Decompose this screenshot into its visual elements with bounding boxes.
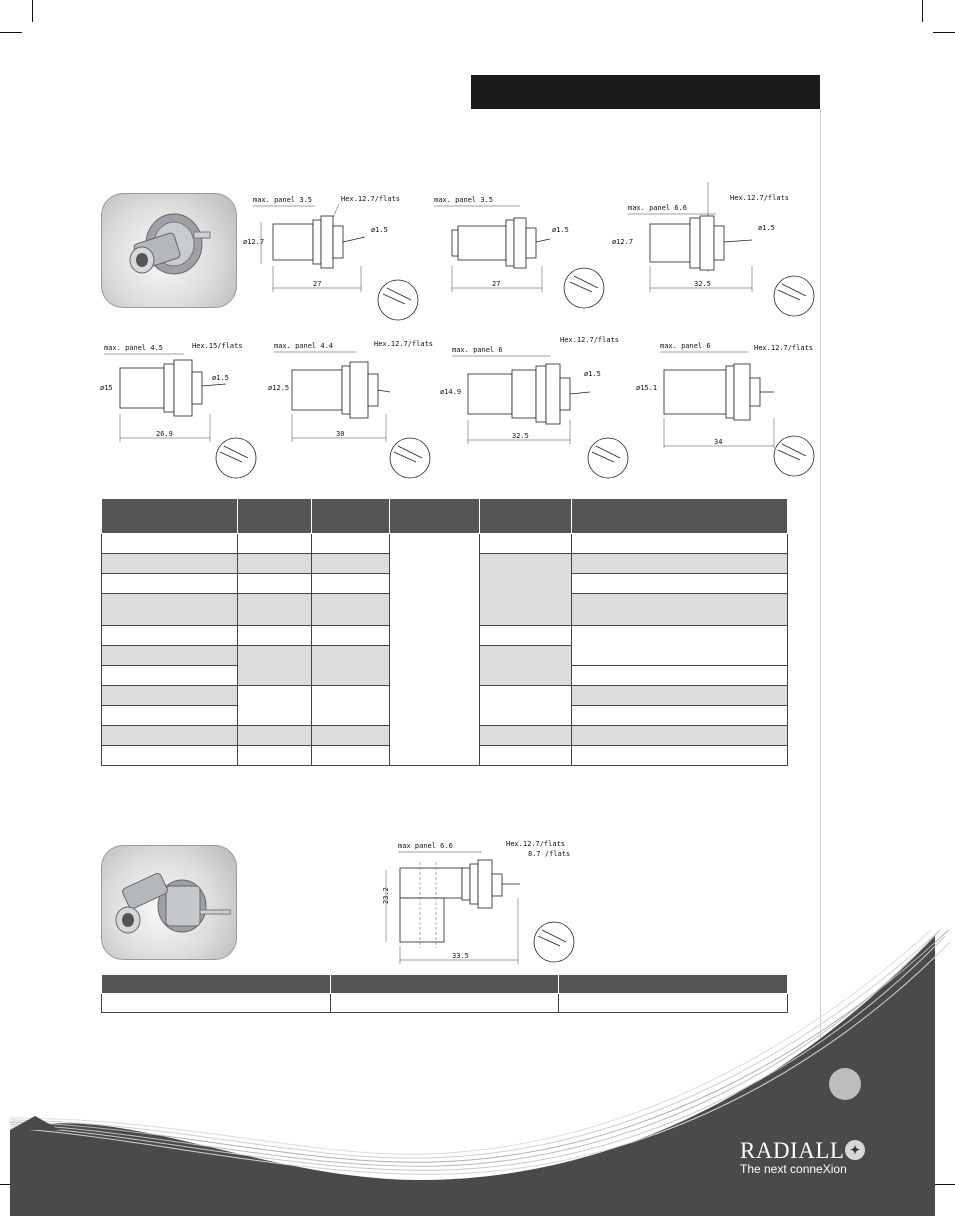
svg-text:ø12.5: ø12.5 bbox=[268, 384, 290, 392]
table-cell bbox=[102, 746, 238, 766]
svg-text:ø15.1: ø15.1 bbox=[636, 384, 658, 392]
dimension-drawing-6 bbox=[440, 334, 640, 480]
table-cell bbox=[572, 626, 788, 666]
table-cell bbox=[572, 746, 788, 766]
table-header-cell bbox=[102, 499, 238, 534]
svg-text:32.5: 32.5 bbox=[512, 432, 529, 440]
crop-mark bbox=[922, 0, 923, 22]
table-cell bbox=[572, 574, 788, 594]
svg-text:ø1.5: ø1.5 bbox=[552, 226, 569, 234]
table-cell bbox=[238, 594, 312, 626]
table-cell bbox=[480, 534, 572, 554]
table-cell bbox=[102, 706, 238, 726]
svg-text:26.9: 26.9 bbox=[156, 430, 173, 438]
table-cell bbox=[102, 594, 238, 626]
spec-table bbox=[101, 498, 788, 766]
svg-text:max. panel 3.5: max. panel 3.5 bbox=[434, 196, 494, 204]
crop-mark bbox=[933, 32, 955, 33]
table-header-cell bbox=[480, 499, 572, 534]
dimension-drawing-3 bbox=[612, 182, 817, 322]
table-cell bbox=[312, 686, 390, 726]
table-cell bbox=[238, 626, 312, 646]
table-cell bbox=[480, 626, 572, 646]
table-cell bbox=[480, 746, 572, 766]
product-photo-straight bbox=[101, 193, 237, 308]
table-cell bbox=[312, 746, 390, 766]
table-cell bbox=[312, 574, 390, 594]
svg-text:max. panel 3.5: max. panel 3.5 bbox=[253, 196, 313, 204]
svg-text:23.2: 23.2 bbox=[382, 887, 390, 904]
crop-mark bbox=[32, 0, 33, 22]
table-cell bbox=[102, 574, 238, 594]
table-cell bbox=[480, 554, 572, 626]
table-header-cell bbox=[390, 499, 480, 534]
svg-text:ø1.5: ø1.5 bbox=[584, 370, 601, 378]
table-cell bbox=[480, 686, 572, 726]
table-cell bbox=[480, 726, 572, 746]
table-header-cell bbox=[312, 499, 390, 534]
svg-text:Hex.12.7/flats: Hex.12.7/flats bbox=[730, 194, 790, 202]
svg-text:ø12.7: ø12.7 bbox=[612, 238, 634, 246]
svg-text:Hex.12.7/flats: Hex.12.7/flats bbox=[506, 840, 566, 848]
table-cell bbox=[480, 646, 572, 686]
page-number-badge bbox=[829, 1068, 861, 1100]
table-cell bbox=[572, 554, 788, 574]
table-cell bbox=[238, 534, 312, 554]
table-row bbox=[102, 534, 788, 554]
svg-text:ø1.5: ø1.5 bbox=[758, 224, 775, 232]
svg-text:max. panel 4.4: max. panel 4.4 bbox=[274, 342, 334, 350]
table-cell bbox=[312, 554, 390, 574]
table-cell bbox=[238, 746, 312, 766]
table-cell bbox=[238, 574, 312, 594]
table-header-row bbox=[102, 499, 788, 534]
radiall-emblem-icon: ✦ bbox=[845, 1140, 865, 1160]
table-cell bbox=[572, 686, 788, 706]
svg-text:max. panel 4.5: max. panel 4.5 bbox=[104, 344, 164, 352]
svg-text:8.7 /flats: 8.7 /flats bbox=[528, 850, 571, 858]
svg-text:max. panel 6: max. panel 6 bbox=[452, 346, 503, 354]
svg-text:ø12.7: ø12.7 bbox=[243, 238, 265, 246]
table-cell bbox=[102, 554, 238, 574]
dimension-drawing-1 bbox=[243, 192, 423, 322]
table-cell bbox=[102, 626, 238, 646]
svg-text:Hex.15/flats: Hex.15/flats bbox=[192, 342, 243, 350]
svg-text:Hex.12.7/flats: Hex.12.7/flats bbox=[341, 195, 401, 203]
table-cell bbox=[102, 646, 238, 666]
table-cell bbox=[312, 726, 390, 746]
crop-mark bbox=[0, 32, 22, 33]
table-cell bbox=[238, 554, 312, 574]
dimension-drawing-7 bbox=[636, 338, 818, 480]
brand-tagline: The next conneXion bbox=[740, 1162, 847, 1176]
table-cell bbox=[102, 666, 238, 686]
table-cell bbox=[102, 726, 238, 746]
svg-text:ø14.9: ø14.9 bbox=[440, 388, 462, 396]
svg-text:ø1.5: ø1.5 bbox=[212, 374, 229, 382]
svg-text:Hex.12.7/flats: Hex.12.7/flats bbox=[754, 344, 814, 352]
table-header-cell bbox=[572, 499, 788, 534]
svg-text:30: 30 bbox=[336, 430, 345, 438]
svg-text:32.5: 32.5 bbox=[694, 280, 711, 288]
table-cell bbox=[312, 534, 390, 554]
header-bar bbox=[471, 75, 820, 109]
table-cell bbox=[312, 594, 390, 626]
table-cell bbox=[238, 646, 312, 686]
table-cell bbox=[572, 666, 788, 686]
svg-text:Hex.12.7/flats: Hex.12.7/flats bbox=[560, 336, 620, 344]
table-cell bbox=[572, 706, 788, 726]
table-cell bbox=[572, 726, 788, 746]
brand-name: RADIALL bbox=[740, 1138, 845, 1163]
svg-text:Hex.12.7/flats: Hex.12.7/flats bbox=[374, 340, 434, 348]
table-cell bbox=[102, 686, 238, 706]
table-cell bbox=[572, 594, 788, 626]
dimension-drawing-5 bbox=[268, 338, 438, 480]
svg-text:ø15: ø15 bbox=[100, 384, 113, 392]
table-cell bbox=[390, 534, 480, 766]
svg-text:max. panel 6: max. panel 6 bbox=[660, 342, 711, 350]
svg-text:ø1.5: ø1.5 bbox=[371, 226, 388, 234]
table-cell bbox=[312, 646, 390, 686]
table-cell bbox=[312, 626, 390, 646]
table-cell bbox=[572, 534, 788, 554]
table-header-cell bbox=[238, 499, 312, 534]
svg-text:33.5: 33.5 bbox=[452, 952, 469, 960]
brand-logo bbox=[740, 1138, 861, 1176]
svg-text:max. panel 6.6: max. panel 6.6 bbox=[628, 204, 688, 212]
table-cell bbox=[102, 534, 238, 554]
svg-text:27: 27 bbox=[313, 280, 322, 288]
svg-text:27: 27 bbox=[492, 280, 501, 288]
table-cell bbox=[238, 686, 312, 726]
svg-text:max panel 6.6: max panel 6.6 bbox=[398, 842, 453, 850]
dimension-drawing-2 bbox=[430, 192, 610, 322]
svg-text:34: 34 bbox=[714, 438, 723, 446]
dimension-drawing-4 bbox=[100, 338, 265, 480]
table-cell bbox=[238, 726, 312, 746]
